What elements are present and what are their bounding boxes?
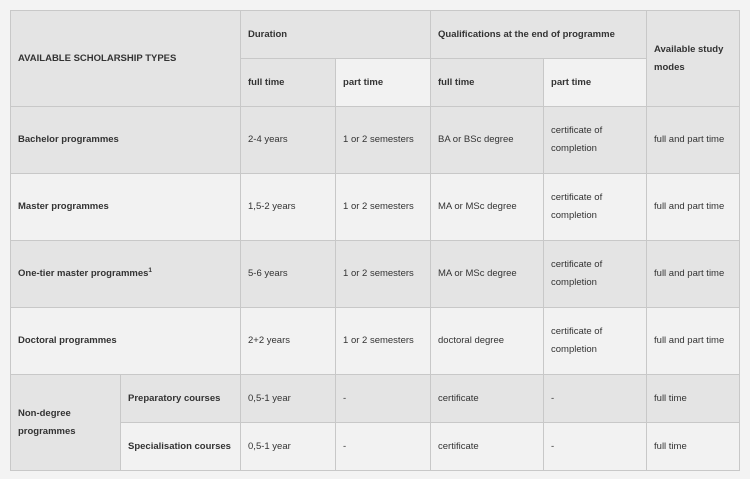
header-qualifications: Qualifications at the end of programme: [431, 11, 647, 59]
non-degree-label: Non-degree programmes: [11, 375, 121, 471]
duration-part-cell: 1 or 2 semesters: [336, 107, 431, 174]
header-qual-part-time: part time: [544, 59, 647, 107]
qualification-full-cell: MA or MSc degree: [431, 174, 544, 241]
qualification-full-cell: BA or BSc degree: [431, 107, 544, 174]
qualification-full-cell: doctoral degree: [431, 308, 544, 375]
header-duration: Duration: [241, 11, 431, 59]
table-row: [11, 174, 740, 241]
duration-part-cell: 1 or 2 semesters: [336, 174, 431, 241]
duration-full-cell: 2-4 years: [241, 107, 336, 174]
header-scholarship-types: AVAILABLE SCHOLARSHIP TYPES: [11, 11, 241, 107]
programme-name: Master programmes: [11, 174, 241, 241]
qualification-full-cell: certificate: [431, 423, 544, 471]
table-row: [11, 423, 740, 471]
study-modes-cell: full and part time: [647, 174, 740, 241]
duration-full-cell: 0,5-1 year: [241, 423, 336, 471]
qualification-full-cell: certificate: [431, 375, 544, 423]
duration-full-cell: 1,5-2 years: [241, 174, 336, 241]
table-row: [11, 308, 740, 375]
course-name: Specialisation courses: [121, 423, 241, 471]
table-row: [11, 107, 740, 174]
qualification-full-cell: MA or MSc degree: [431, 241, 544, 308]
programme-name: Bachelor programmes: [11, 107, 241, 174]
qualification-part-cell: certificate of completion: [544, 107, 647, 174]
header-study-modes: Available study modes: [647, 11, 740, 107]
study-modes-cell: full and part time: [647, 308, 740, 375]
duration-full-cell: 2+2 years: [241, 308, 336, 375]
duration-part-cell: -: [336, 375, 431, 423]
programme-name: One-tier master programmes$^1$: [11, 241, 241, 308]
study-modes-cell: full and part time: [647, 241, 740, 308]
qualification-part-cell: certificate of completion: [544, 241, 647, 308]
header-duration-part-time: part time: [336, 59, 431, 107]
footnote-marker: 1: [148, 266, 153, 274]
study-modes-cell: full time: [647, 423, 740, 471]
course-name: Preparatory courses: [121, 375, 241, 423]
qualification-part-cell: certificate of completion: [544, 308, 647, 375]
table-row: [11, 375, 740, 423]
duration-part-cell: 1 or 2 semesters: [336, 308, 431, 375]
qualification-part-cell: certificate of completion: [544, 174, 647, 241]
duration-full-cell: 0,5-1 year: [241, 375, 336, 423]
header-duration-full-time: full time: [241, 59, 336, 107]
duration-full-cell: 5-6 years: [241, 241, 336, 308]
study-modes-cell: full time: [647, 375, 740, 423]
qualification-part-cell: -: [544, 423, 647, 471]
duration-part-cell: -: [336, 423, 431, 471]
duration-part-cell: 1 or 2 semesters: [336, 241, 431, 308]
qualification-part-cell: -: [544, 375, 647, 423]
scholarship-table: [10, 10, 740, 471]
study-modes-cell: full and part time: [647, 107, 740, 174]
table-row: [11, 241, 740, 308]
header-qual-full-time: full time: [431, 59, 544, 107]
programme-name: Doctoral programmes: [11, 308, 241, 375]
